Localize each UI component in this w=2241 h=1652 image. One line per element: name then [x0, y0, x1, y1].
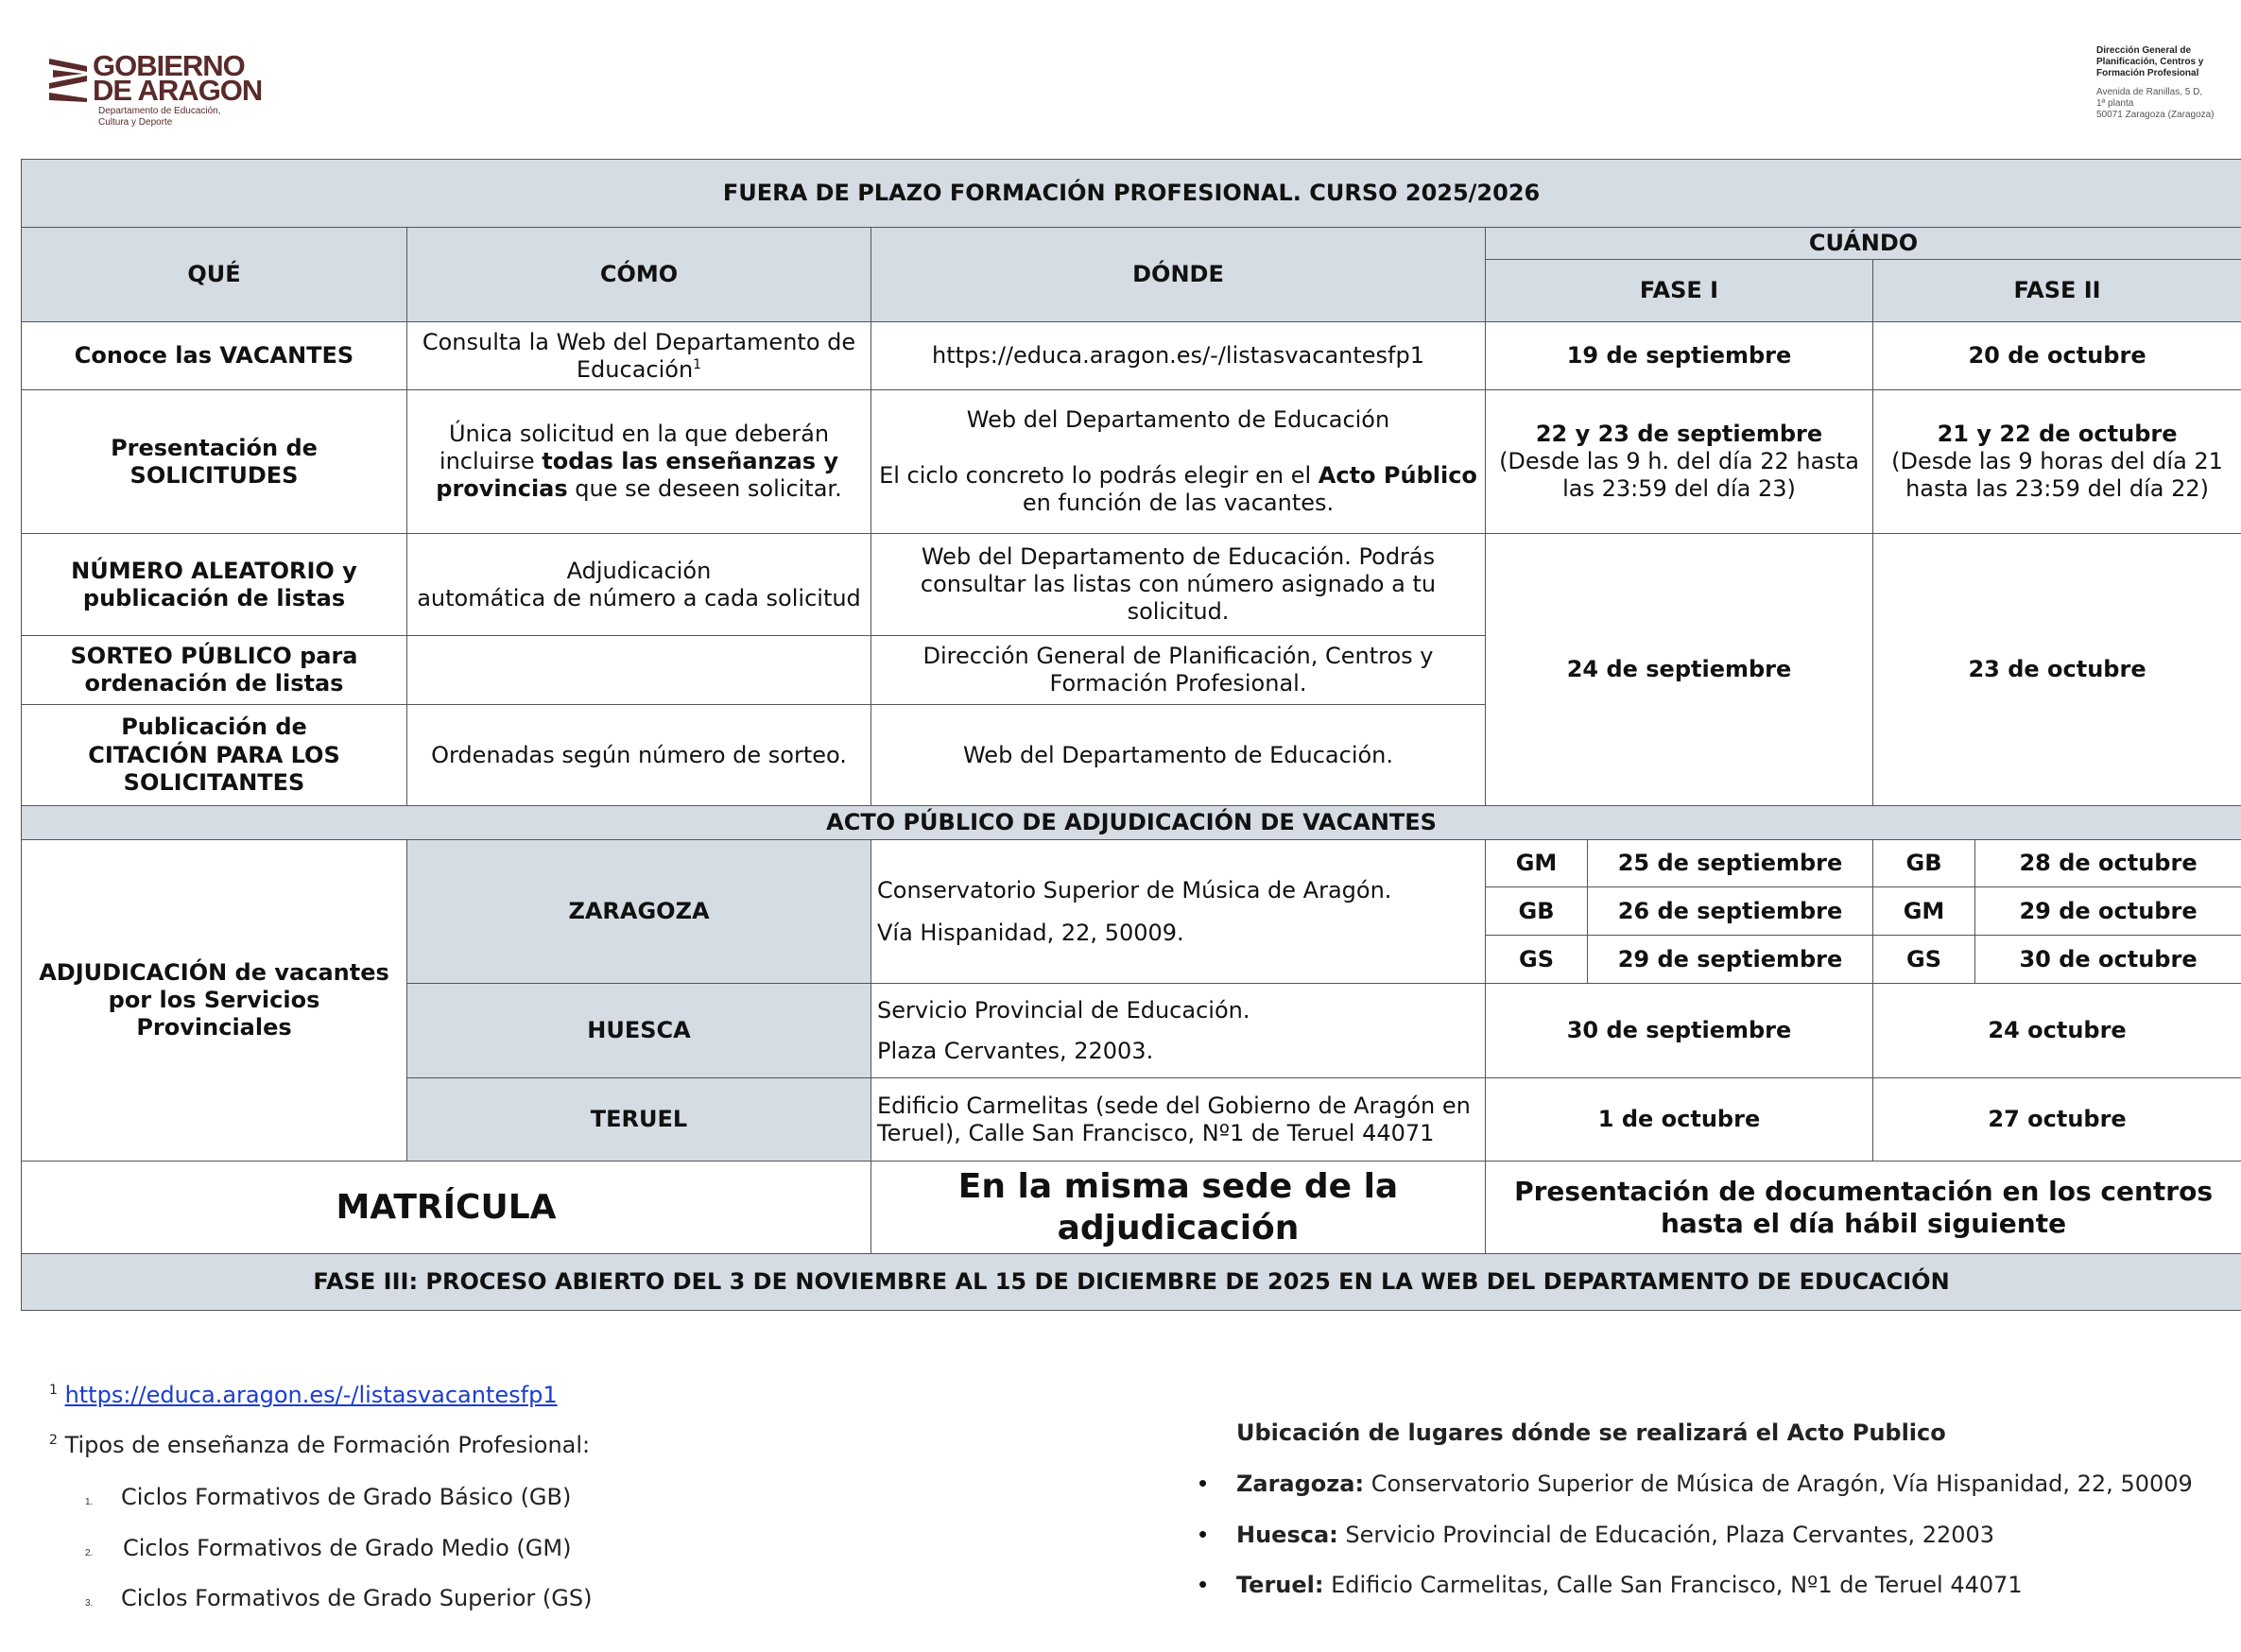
como-sol-b: todas las enseñanzas y provincias	[436, 448, 839, 503]
donde-sol-a: Web del Departamento de Educación	[966, 405, 1390, 433]
huesca-f2-date: 24 octubre	[1873, 984, 2241, 1078]
donde-sol-c: Acto Público	[1318, 462, 1477, 490]
ubicacion-teruel-label: Teruel:	[1236, 1572, 1324, 1598]
col-header-fase2: FASE II	[1873, 260, 2241, 322]
donde-numero-aleatorio: Web del Departamento de Educación. Podrás consultar las listas con número asignado a tu solicitud.	[871, 534, 1486, 636]
aragon-stripes-icon	[49, 57, 93, 102]
fase2-solicitudes	[1873, 390, 2241, 534]
donde-huesca	[871, 984, 1486, 1078]
dg-addr-3: 50071 Zaragoza (Zaragoza)	[2096, 110, 2215, 120]
donde-solicitudes	[871, 390, 1486, 534]
que-sorteo: SORTEO PÚBLICO para ordenación de listas	[22, 636, 407, 705]
z-f2-code-3: GS	[1873, 936, 1975, 984]
list-number-1: 1.	[85, 1497, 94, 1507]
col-header-donde: DÓNDE	[871, 228, 1486, 322]
huesca-f1-date: 30 de septiembre	[1486, 984, 1873, 1078]
z-f1-date-2: 26 de septiembre	[1588, 887, 1873, 936]
ubicacion-zaragoza	[1236, 1471, 2193, 1497]
z-f1-code-3: GS	[1486, 936, 1588, 984]
ubicacion-zaragoza-text: Conservatorio Superior de Música de Aragón, Vía Hispanidad, 22, 50009	[1364, 1471, 2193, 1497]
que-cit-a: Publicación de	[121, 714, 307, 741]
matricula-label: MATRÍCULA	[22, 1162, 871, 1254]
teruel-f1-date: 1 de octubre	[1486, 1078, 1873, 1162]
que-adjudicacion: ADJUDICACIÓN de vacantes por los Servicios Provinciales	[22, 840, 407, 1162]
que-cit-b: CITACIÓN PARA LOS SOLICITANTES	[88, 741, 340, 796]
ubicacion-huesca	[1236, 1522, 1994, 1548]
teruel-f2-date: 27 octubre	[1873, 1078, 2241, 1162]
logo-sub1: Departamento de Educación,	[98, 106, 221, 116]
bullet-icon: •	[1198, 1469, 1208, 1497]
como-solicitudes	[407, 390, 871, 534]
dg-title-2: Planificación, Centros y	[2096, 57, 2204, 67]
city-zaragoza: ZARAGOZA	[407, 840, 871, 984]
calendar-table	[21, 159, 2241, 1311]
city-huesca: HUESCA	[407, 984, 871, 1078]
fase1-sorteo-date: 24 de septiembre	[1486, 534, 1873, 806]
que-numero-aleatorio: NÚMERO ALEATORIO y publicación de listas	[22, 534, 407, 636]
z-f2-date-3: 30 de octubre	[1975, 936, 2241, 984]
gobierno-aragon-logo	[49, 51, 295, 136]
col-header-que: QUÉ	[22, 228, 407, 322]
donde-vacantes-url: https://educa.aragon.es/-/listasvacantesfp1	[871, 322, 1486, 390]
logo-text-line2: DE ARAGON	[93, 74, 263, 107]
como-sorteo	[407, 636, 871, 705]
dg-title-1: Dirección General de	[2096, 45, 2192, 56]
donde-zgz-b: Vía Hispanidad, 22, 50009.	[877, 919, 1184, 946]
col-header-como: CÓMO	[407, 228, 871, 322]
fase2-vacantes-date: 20 de octubre	[1873, 322, 2241, 390]
list-number-3: 3.	[85, 1598, 94, 1609]
footnote-ref-1: 1	[693, 356, 702, 372]
que-vacantes: Conoce las VACANTES	[22, 322, 407, 390]
como-citacion: Ordenadas según número de sorteo.	[407, 705, 871, 806]
donde-hue-b: Plaza Cervantes, 22003.	[877, 1037, 1154, 1064]
fase3-banner: FASE III: PROCESO ABIERTO DEL 3 DE NOVIEMBRE AL 15 DE DICIEMBRE DE 2025 EN LA WEB DEL DEPARTAMENTO DE EDUCACIÓN	[22, 1254, 2241, 1311]
table-title: FUERA DE PLAZO FORMACIÓN PROFESIONAL. CURSO 2025/2026	[22, 160, 2241, 228]
bullet-icon: •	[1198, 1520, 1208, 1548]
como-vacantes	[407, 322, 871, 390]
footnote-2-text: Tipos de enseñanza de Formación Profesional:	[64, 1432, 591, 1458]
fase1-solicitudes	[1486, 390, 1873, 534]
logo-subtitle	[98, 106, 306, 129]
donde-sol-d: en función de las vacantes.	[1022, 490, 1335, 517]
footnote-1-link[interactable]: https://educa.aragon.es/-/listasvacantesfp1	[64, 1382, 558, 1408]
donde-teruel: Edificio Carmelitas (sede del Gobierno de Aragón en Teruel), Calle San Francisco, Nº1 de Teruel 44071	[871, 1078, 1486, 1162]
matricula-cuando: Presentación de documentación en los centros hasta el día hábil siguiente	[1486, 1162, 2241, 1254]
z-f2-date-2: 29 de octubre	[1975, 887, 2241, 936]
ubicacion-huesca-label: Huesca:	[1236, 1522, 1338, 1548]
city-teruel: TERUEL	[407, 1078, 871, 1162]
list-item-gm: Ciclos Formativos de Grado Medio (GM)	[123, 1535, 572, 1561]
direccion-general-block	[2096, 45, 2238, 121]
footnote-2-number: 2	[49, 1433, 58, 1448]
fase2-sol-date: 21 y 22 de octubre	[1937, 420, 2178, 447]
z-f2-date-1: 28 de octubre	[1975, 840, 2241, 887]
z-f2-code-1: GB	[1873, 840, 1975, 887]
dg-addr-1: Avenida de Ranillas, 5 D,	[2096, 87, 2203, 97]
z-f1-date-1: 25 de septiembre	[1588, 840, 1873, 887]
donde-sorteo: Dirección General de Planificación, Centros y Formación Profesional.	[871, 636, 1486, 705]
dg-title-3: Formación Profesional	[2096, 68, 2199, 78]
donde-zaragoza	[871, 840, 1486, 984]
col-header-cuando: CUÁNDO	[1486, 228, 2241, 260]
donde-sol-b-wrap	[877, 462, 1479, 518]
list-item-gb: Ciclos Formativos de Grado Básico (GB)	[121, 1484, 572, 1510]
fase1-sol-hours: (Desde las 9 h. del día 22 hasta las 23:59 del día 23)	[1499, 448, 1859, 503]
list-number-2: 2.	[85, 1548, 94, 1558]
footnote-1	[49, 1382, 558, 1408]
table-row	[22, 322, 2241, 390]
que-citacion	[22, 705, 407, 806]
como-sol-c: que se deseen solicitar.	[567, 475, 842, 503]
z-f1-code-2: GB	[1486, 887, 1588, 936]
fase1-sol-date: 22 y 23 de septiembre	[1535, 420, 1823, 447]
como-vacantes-text: Consulta la Web del Departamento de Educación	[422, 328, 856, 383]
table-row	[22, 390, 2241, 534]
donde-citacion: Web del Departamento de Educación.	[871, 705, 1486, 806]
dg-address	[2096, 87, 2238, 121]
ubicacion-title: Ubicación de lugares dónde se realizará el Acto Publico	[1236, 1420, 1946, 1446]
matricula-donde: En la misma sede de la adjudicación	[871, 1162, 1486, 1254]
donde-sol-b: El ciclo concreto lo podrás elegir en el	[879, 462, 1319, 490]
table-row	[22, 840, 2241, 887]
que-solicitudes: Presentación de SOLICITUDES	[22, 390, 407, 534]
fase2-sol-hours: (Desde las 9 horas del día 21 hasta las 23:59 del día 22)	[1891, 448, 2223, 503]
como-num-b: automática de número a cada solicitud	[417, 584, 861, 611]
ubicacion-huesca-text: Servicio Provincial de Educación, Plaza Cervantes, 22003	[1337, 1522, 1995, 1548]
z-f2-code-2: GM	[1873, 887, 1975, 936]
footnote-2	[49, 1432, 590, 1458]
fase2-sorteo-date: 23 de octubre	[1873, 534, 2241, 806]
como-num-a: Adjudicación	[566, 557, 712, 584]
table-row	[22, 1162, 2241, 1254]
donde-zgz-a: Conservatorio Superior de Música de Aragón.	[877, 876, 1392, 903]
col-header-fase1: FASE I	[1486, 260, 1873, 322]
logo-text-line1: GOBIERNO	[93, 49, 245, 82]
dg-addr-2: 1ª planta	[2096, 98, 2134, 109]
z-f1-code-1: GM	[1486, 840, 1588, 887]
z-f1-date-3: 29 de septiembre	[1588, 936, 1873, 984]
ubicacion-teruel-text: Edificio Carmelitas, Calle San Francisco, Nº1 de Teruel 44071	[1323, 1572, 2023, 1598]
bullet-icon: •	[1198, 1570, 1208, 1598]
table-row	[22, 534, 2241, 636]
ubicacion-teruel	[1236, 1572, 2023, 1598]
ubicacion-zaragoza-label: Zaragoza:	[1236, 1471, 1365, 1497]
donde-hue-a: Servicio Provincial de Educación.	[877, 996, 1250, 1024]
como-numero-aleatorio	[407, 534, 871, 636]
list-item-gs: Ciclos Formativos de Grado Superior (GS)	[121, 1585, 593, 1611]
acto-publico-header: ACTO PÚBLICO DE ADJUDICACIÓN DE VACANTES	[22, 806, 2241, 840]
footnote-1-number: 1	[49, 1383, 58, 1398]
fase1-vacantes-date: 19 de septiembre	[1486, 322, 1873, 390]
como-sol-a: Única solicitud en la que deberán incluirse	[439, 420, 830, 475]
logo-sub2: Cultura y Deporte	[98, 117, 173, 128]
